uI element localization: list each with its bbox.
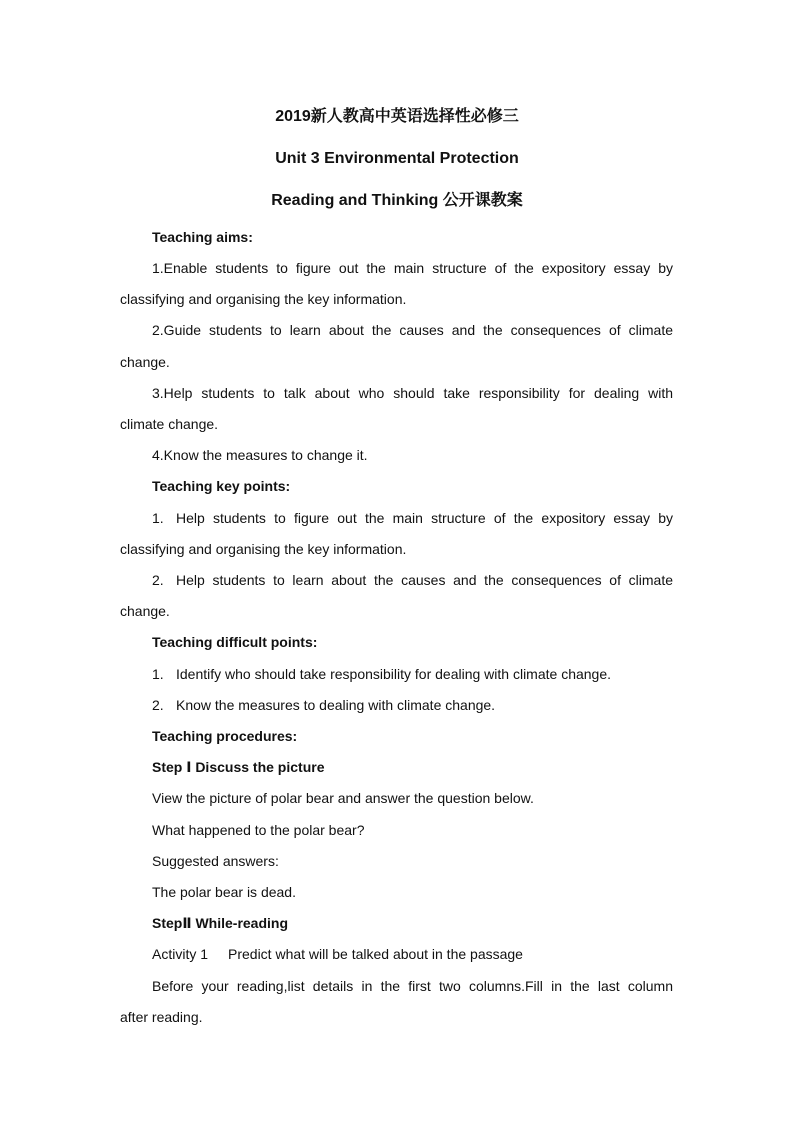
aim-4: 4.Know the measures to change it. [152,447,368,463]
key-point-1-number: 1. [152,510,164,526]
key-points-heading: Teaching key points: [152,478,291,494]
activity-1-text: Predict what will be talked about in the passage [228,946,523,962]
activity-1-label: Activity 1 [152,946,209,962]
teaching-aims-heading: Teaching aims: [152,229,253,245]
key-point-1-line-1 [152,509,673,527]
aim-1-line-1: 1.Enable students to figure out the main structure of the expository essay by [152,260,673,276]
difficult-point-1-text: Identify who should take responsibility for dealing with climate change. [176,666,612,682]
step-1-heading: Step Ⅰ Discuss the picture [152,759,325,775]
key-point-2-number: 2. [152,572,164,588]
difficult-point-2 [152,696,495,714]
difficult-point-1-number: 1. [152,666,164,682]
aim-2-line-1: 2.Guide students to learn about the causes and the consequences of climate [152,322,673,338]
aim-2-line-2: change. [120,354,170,370]
lesson-title: Reading and Thinking 公开课教案 [271,192,523,209]
activity-1-instruction-line-2: after reading. [120,1009,203,1025]
difficult-points-heading: Teaching difficult points: [152,634,318,650]
key-point-2-line-2: change. [120,603,170,619]
difficult-point-1 [152,665,611,683]
step-1-instruction: View the picture of polar bear and answer the question below. [152,790,534,806]
step-1-question: What happened to the polar bear? [152,822,365,838]
difficult-point-2-text: Know the measures to dealing with climate change. [176,697,496,713]
activity-1-line [152,945,523,963]
aim-1-line-2: classifying and organising the key information. [120,291,407,307]
activity-1-instruction-line-1: Before your reading,list details in the first two columns.Fill in the last column [152,978,673,994]
document-title: 2019新人教高中英语选择性必修三 [275,108,519,125]
unit-title: Unit 3 Environmental Protection [275,150,519,167]
suggested-answers-label: Suggested answers: [152,853,279,869]
aim-3-line-2: climate change. [120,416,219,432]
difficult-point-2-number: 2. [152,697,164,713]
suggested-answer: The polar bear is dead. [152,884,296,900]
key-point-1-text: Help students to figure out the main structure of the expository essay by [176,510,673,526]
step-2-heading: StepⅡ While-reading [152,915,289,931]
procedures-heading: Teaching procedures: [152,728,298,744]
key-point-2-text: Help students to learn about the causes and the consequences of climate [176,572,673,588]
key-point-2-line-1 [152,571,673,589]
aim-3-line-1: 3.Help students to talk about who should take responsibility for dealing with [152,385,673,401]
key-point-1-line-2: classifying and organising the key information. [120,541,407,557]
